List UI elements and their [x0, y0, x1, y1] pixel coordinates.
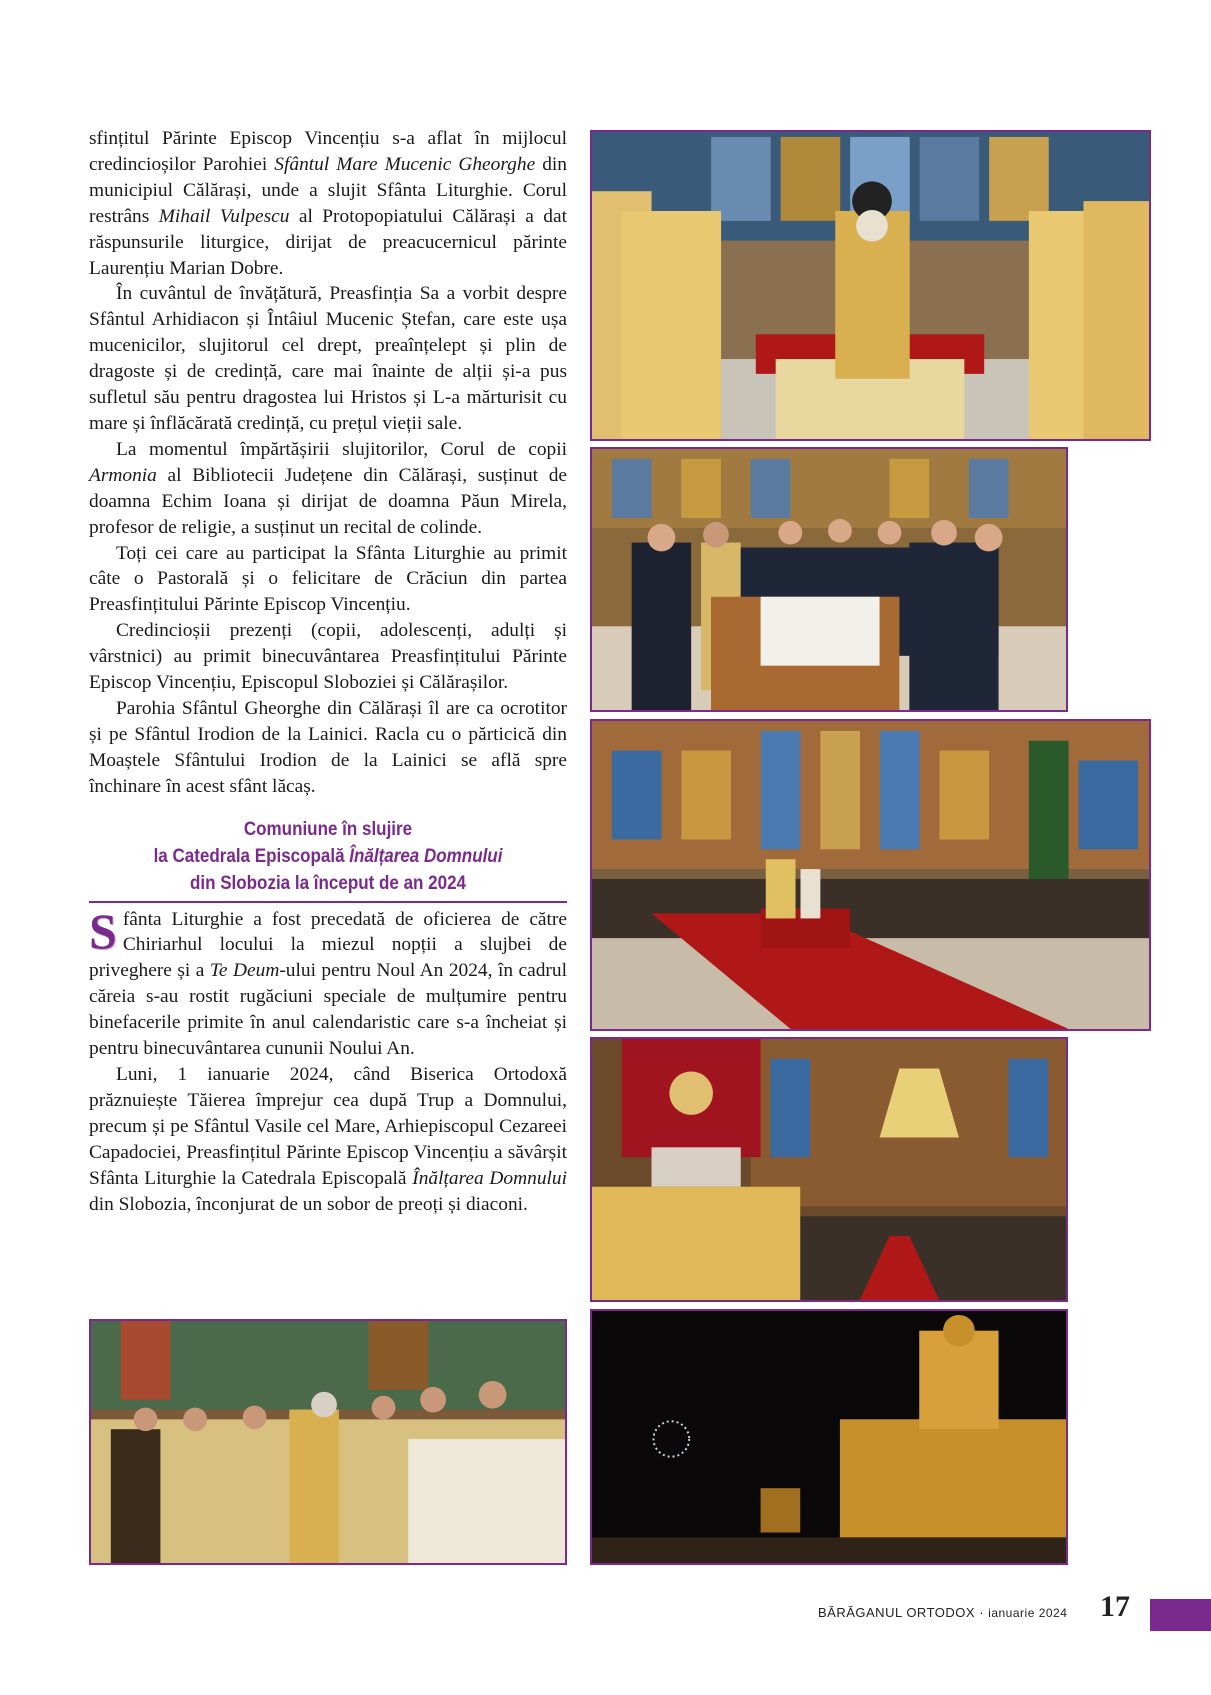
heading-line: din Slobozia la început de an 2024	[189, 871, 467, 894]
photo-cathedral-night	[590, 1309, 1068, 1565]
publication-name: BĂRĂGANUL ORTODOX	[818, 1605, 976, 1620]
photo-liturgy-altar	[590, 130, 1151, 441]
photo-choir	[590, 447, 1068, 712]
paragraph	[89, 437, 567, 541]
footer-accent-bar	[1150, 1599, 1211, 1631]
heading-line: Comuniune în slujire	[243, 817, 413, 840]
emphasis-text: Înălțarea Domnului	[412, 1167, 567, 1189]
text-run: la Catedrala Episcopală	[153, 844, 345, 867]
photo-clergy-group	[89, 1319, 567, 1565]
page-number: 17	[1100, 1590, 1130, 1623]
paragraph: Parohia Sfântul Gheorghe din Călărași îl are ca ocrotitor și pe Sfântul Irodion de la Lainici. Racla cu o părticică din Moaștele Sfântului Irodion de la Lainici se află spre închinare în acest sfânt lăcaș.	[89, 697, 567, 797]
emphasis-text: Mihail Vulpescu	[158, 205, 290, 227]
text-run: din Slobozia, înconjurat de un sobor de preoți și diaconi.	[89, 1193, 528, 1215]
text-run: fânta Liturghie a fost precedată de oficierea de către Chiriarhul locului la miezul nopții a slujbei de priveghere și a	[89, 908, 567, 982]
text-run: -ului pentru Noul An 2024, în cadrul căreia s-au rostit rugăciuni speciale de mulțumire pentru binefacerile primite în anul calendaristic care s-a încheiat și pentru binecuvântarea cununii Noului An.	[89, 960, 567, 1060]
article-left-column	[89, 126, 567, 1217]
text-run: Luni, 1 ianuarie 2024, când Biserica Ortodoxă prăznuiește Tăierea împrejur cea după Trup a Domnului, precum și pe Sfântul Vasile cel Mare, Arhiepiscopul Cezareei Capadociei, Preasfințitul Părinte Episcop Vincențiu a săvârșit Sfânta Liturghie la Catedrala Episcopală	[89, 1064, 567, 1189]
drop-cap: S	[89, 902, 117, 959]
emphasis-text: Înălțarea Domnului	[349, 844, 503, 867]
separator: ·	[979, 1605, 985, 1620]
paragraph: Credincioșii prezenți (copii, adolescenți, adulți și vârstnici) au primit binecuvântarea Preasfințitului Părinte Episcop Vincențiu, Episcopul Sloboziei și Călărașilor.	[89, 620, 567, 694]
paragraph: În cuvântul de învățătură, Preasfinția Sa a vorbit despre Sfântul Arhidiacon și Întâiul Mucenic Ștefan, care este ușa mucenicilor, slujitorul cel drept, preaînțelept și plin de dragoste și de credință, care mai înainte de alții și-a pus sufletul său pentru dragostea lui Hristos și L-a mărturisit cu mare și înflăcărată credință, cu prețul vieții sale.	[89, 283, 567, 434]
photo-cathedral-interior	[590, 719, 1151, 1031]
text-run: sfințitul Părinte Episcop Vincențiu s-a aflat în mijlocul credincioșilor Parohiei	[89, 128, 567, 175]
heading-line	[122, 843, 533, 870]
issue-date: ianuarie 2024	[988, 1606, 1068, 1620]
text-run: din municipiul Călărași, unde a slujit Sfânta Liturghie. Corul restrâns	[89, 153, 567, 227]
section-heading	[122, 816, 533, 897]
paragraph	[89, 902, 567, 1062]
emphasis-text: Sfântul Mare Mucenic Gheorghe	[274, 153, 536, 175]
text-run: al Protopopiatului Călărași a dat răspunsurile liturgice, dirijat de preacucernicul părinte Laurențiu Marian Dobre.	[89, 205, 567, 279]
heading-divider	[89, 901, 567, 903]
text-run: al Bibliotecii Județene din Călărași, susținut de doamna Echim Ioana și dirijat de doamna Păun Mirela, profesor de religie, a susținut un recital de colinde.	[89, 464, 567, 538]
paragraph	[89, 126, 567, 281]
paragraph	[89, 1062, 567, 1217]
photo-bishop-chandelier	[590, 1037, 1068, 1302]
paragraph: Toți cei care au participat la Sfânta Liturghie au primit câte o Pastorală și o felicitare de Crăciun din partea Preasfințitului Părinte Episcop Vincențiu.	[89, 542, 567, 616]
text-run: La momentul împărtășirii slujitorilor, Corul de copii	[116, 438, 567, 460]
emphasis-text: Te Deum	[209, 960, 280, 982]
emphasis-text: Armonia	[89, 464, 157, 486]
footer-publication-line	[818, 1605, 1067, 1620]
